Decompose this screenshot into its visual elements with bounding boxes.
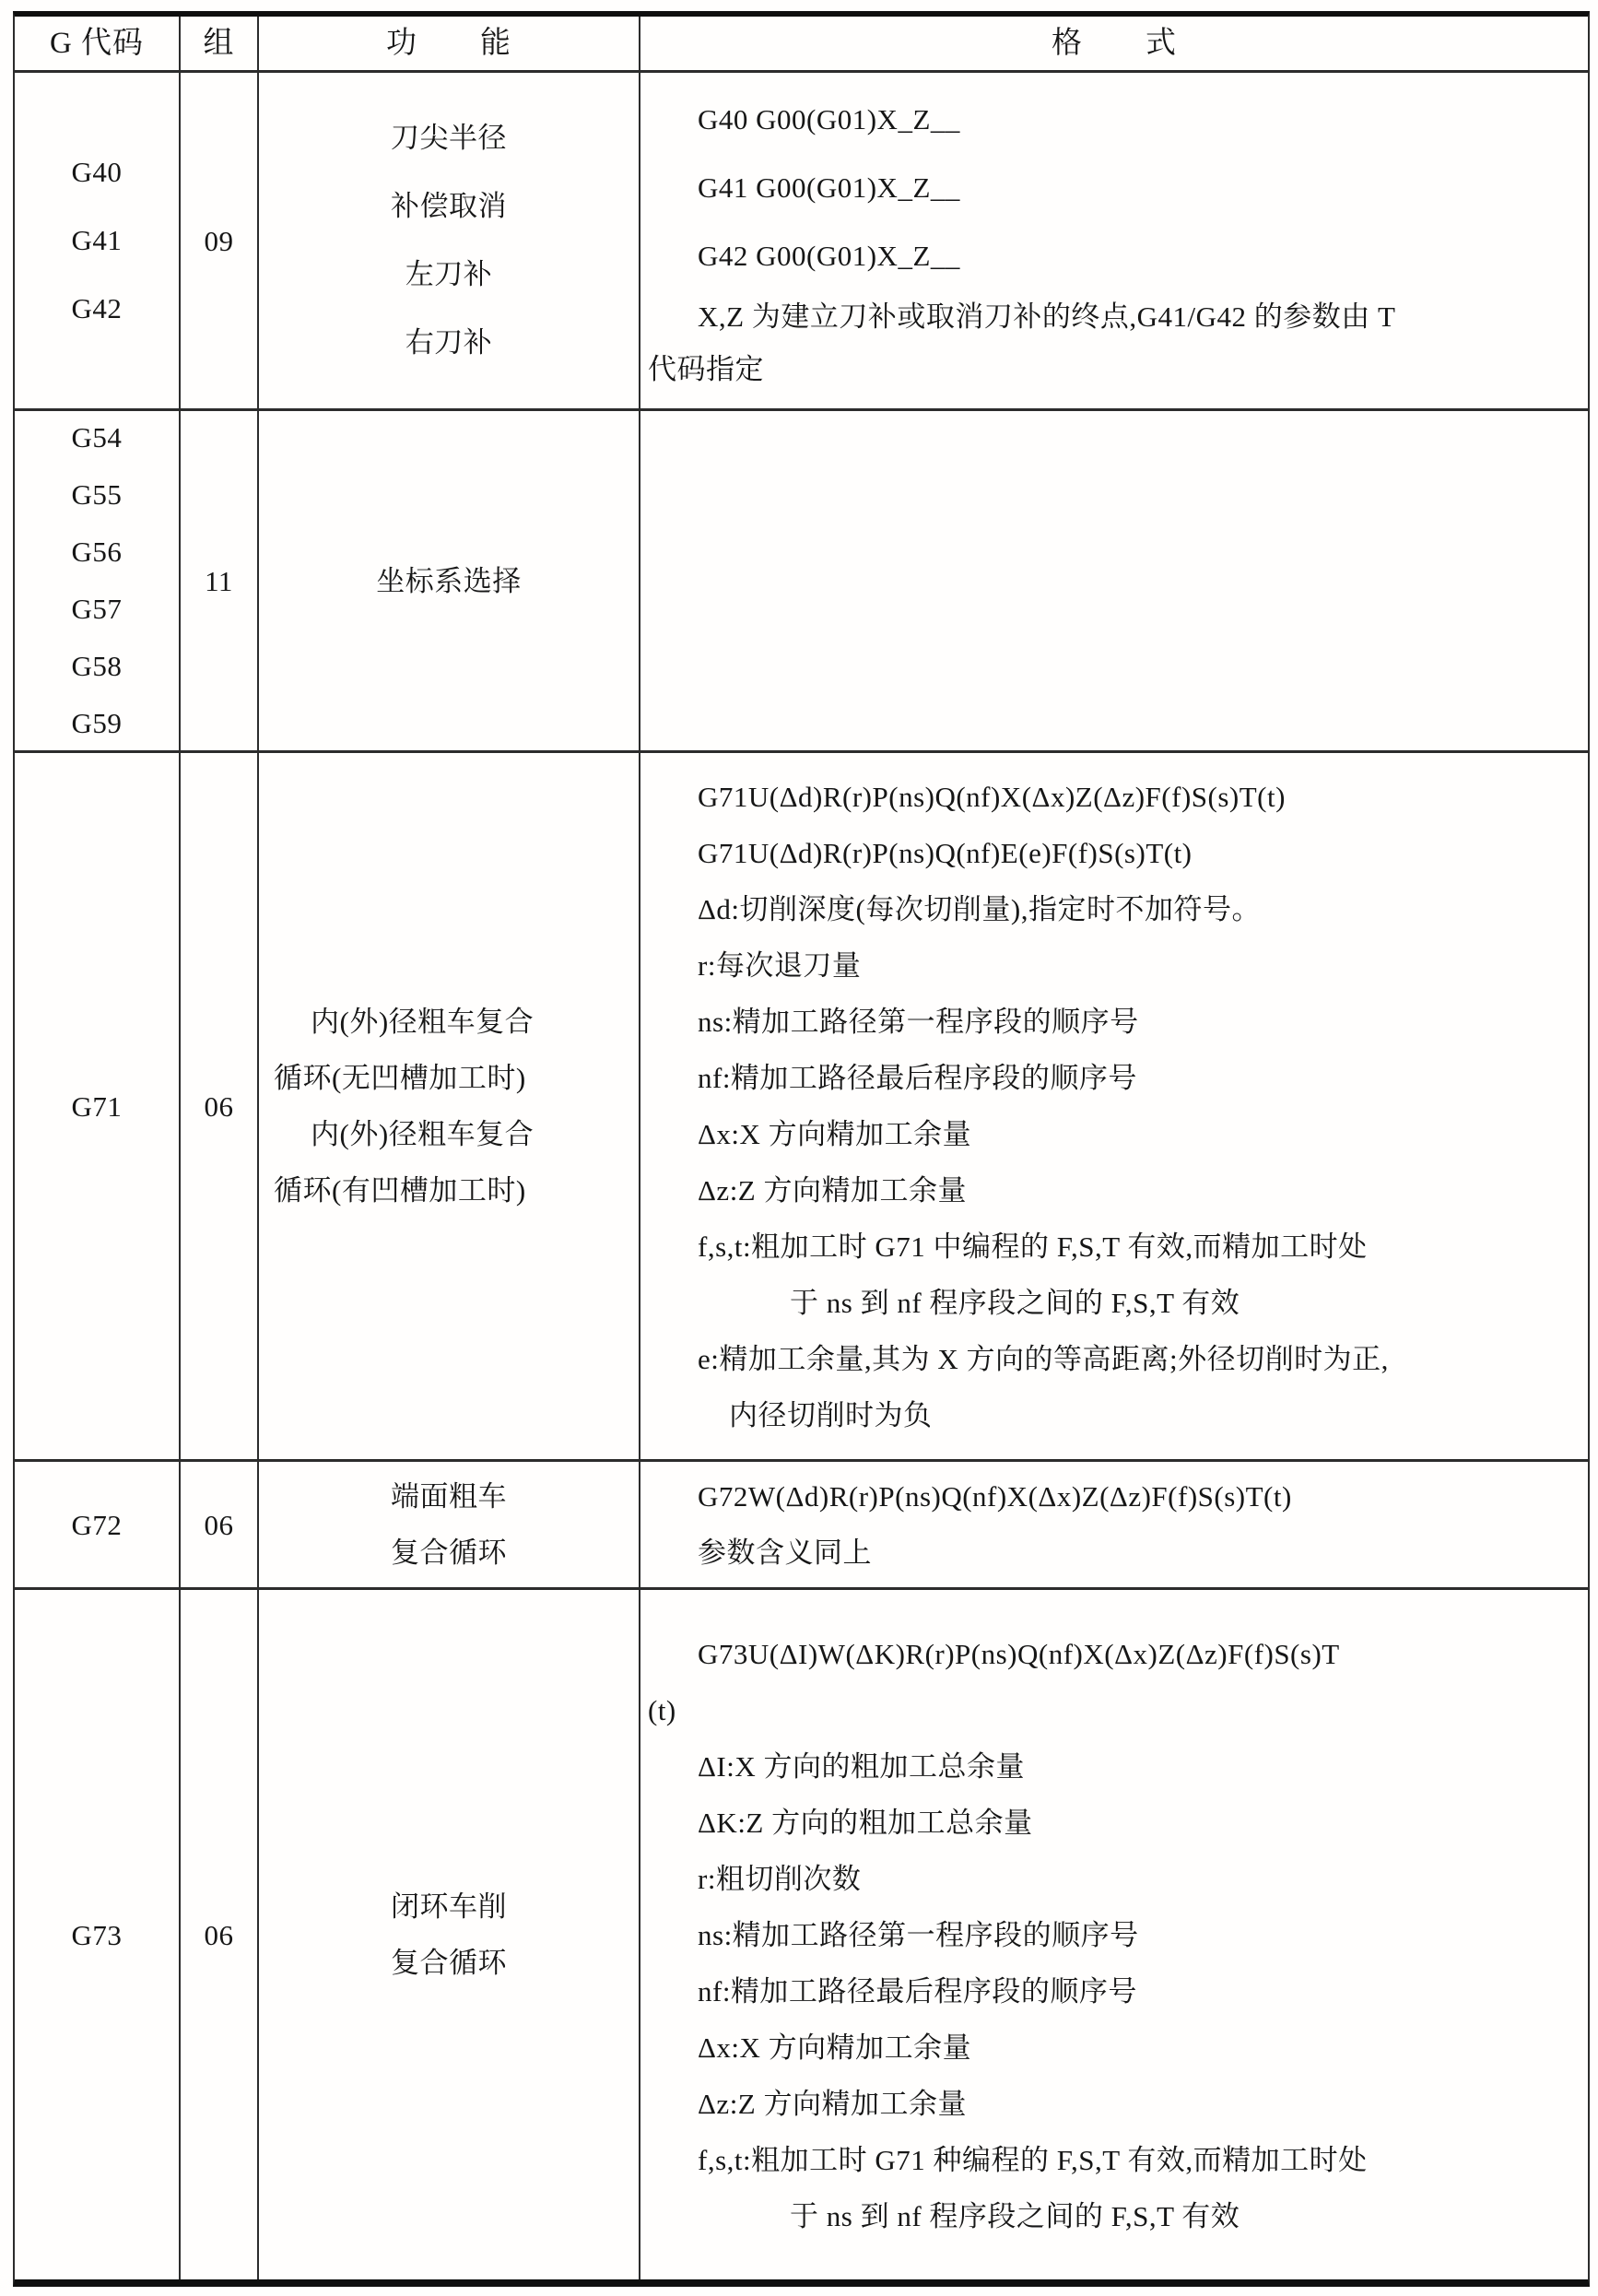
function-cell <box>259 411 640 750</box>
format-line: r:每次退刀量 <box>698 949 862 982</box>
gcode-table <box>13 11 1590 2287</box>
code-line: G59 <box>71 707 123 739</box>
header-format <box>640 17 1588 70</box>
function-line: 循环(有凹槽加工时) <box>274 1174 526 1207</box>
group-cell <box>181 411 259 750</box>
function-line: 补偿取消 <box>391 190 507 222</box>
table-row <box>15 411 1588 753</box>
format-cell <box>640 411 1588 750</box>
format-line: r:粗切削次数 <box>698 1862 862 1895</box>
format-line: Δz:Z 方向精加工余量 <box>698 2087 967 2120</box>
group-cell <box>181 1590 259 2279</box>
format-line: 代码指定 <box>648 353 764 385</box>
code-line: G71 <box>71 1089 123 1123</box>
format-line: e:精加工余量,其为 X 方向的等高距离;外径切削时为正, <box>698 1343 1389 1375</box>
header-function-label: 功 能 <box>386 27 511 60</box>
function-cell <box>259 1462 640 1587</box>
format-line: nf:精加工路径最后程序段的顺序号 <box>698 1062 1137 1094</box>
header-function <box>259 17 640 70</box>
code-line: G57 <box>71 593 123 625</box>
format-line: ΔI:X 方向的粗加工总余量 <box>698 1749 1026 1783</box>
function-line: 左刀补 <box>405 258 493 290</box>
code-line: G54 <box>71 421 123 453</box>
format-line: Δx:X 方向精加工余量 <box>698 1118 972 1150</box>
format-line: G72W(Δd)R(r)P(ns)Q(nf)X(Δx)Z(Δz)F(f)S(s)T(t) <box>698 1480 1292 1513</box>
code-line: G73 <box>71 1918 123 1951</box>
table-row <box>15 1590 1588 2279</box>
table-header-row <box>15 17 1588 73</box>
function-line: 右刀补 <box>405 326 493 359</box>
format-line: Δz:Z 方向精加工余量 <box>698 1174 967 1207</box>
code-line: G55 <box>71 478 123 511</box>
format-line: nf:精加工路径最后程序段的顺序号 <box>698 1974 1137 2008</box>
code-line: G41 <box>71 224 123 256</box>
group-value: 06 <box>204 1918 234 1951</box>
function-line: 内(外)径粗车复合 <box>311 1118 535 1150</box>
format-line: ns:精加工路径第一程序段的顺序号 <box>698 1006 1139 1038</box>
format-line: 于 ns 到 nf 程序段之间的 F,S,T 有效 <box>790 1287 1240 1319</box>
gcode-cell <box>15 73 181 408</box>
function-line: 坐标系选择 <box>376 564 522 597</box>
group-value: 11 <box>205 564 233 597</box>
format-cell <box>640 1462 1588 1587</box>
format-line: (t) <box>648 1693 676 1726</box>
function-line: 复合循环 <box>391 1947 507 1979</box>
function-cell <box>259 753 640 1459</box>
code-line: G42 <box>71 292 123 324</box>
header-group-label: 组 <box>203 27 235 60</box>
function-cell <box>259 1590 640 2279</box>
function-line: 内(外)径粗车复合 <box>311 1006 535 1038</box>
format-line: 参数含义同上 <box>698 1537 872 1569</box>
table-row <box>15 73 1588 411</box>
table-row <box>15 1462 1588 1590</box>
format-line: G71U(Δd)R(r)P(ns)Q(nf)X(Δx)Z(Δz)F(f)S(s)T(t) <box>698 781 1286 813</box>
group-value: 09 <box>204 224 234 257</box>
format-cell <box>640 1590 1588 2279</box>
code-line: G58 <box>71 650 123 682</box>
format-line: 于 ns 到 nf 程序段之间的 F,S,T 有效 <box>790 2199 1240 2232</box>
table-row <box>15 753 1588 1462</box>
header-gcode-label: G 代码 <box>49 27 145 60</box>
format-cell <box>640 753 1588 1459</box>
function-line: 端面粗车 <box>391 1480 507 1513</box>
format-line: G71U(Δd)R(r)P(ns)Q(nf)E(e)F(f)S(s)T(t) <box>698 837 1193 869</box>
header-format-label: 格 式 <box>1052 27 1177 60</box>
group-cell <box>181 753 259 1459</box>
format-line: G42 G00(G01)X_Z__ <box>698 240 960 272</box>
gcode-cell <box>15 1462 181 1587</box>
gcode-cell <box>15 411 181 750</box>
gcode-cell <box>15 753 181 1459</box>
group-value: 06 <box>204 1508 234 1541</box>
header-group <box>181 17 259 70</box>
function-cell <box>259 73 640 408</box>
function-line: 复合循环 <box>391 1537 507 1569</box>
format-line: ΔK:Z 方向的粗加工总余量 <box>698 1806 1033 1839</box>
format-line: f,s,t:粗加工时 G71 种编程的 F,S,T 有效,而精加工时处 <box>698 2143 1368 2176</box>
group-cell <box>181 73 259 408</box>
code-line: G56 <box>71 536 123 568</box>
format-line: G73U(ΔI)W(ΔK)R(r)P(ns)Q(nf)X(Δx)Z(Δz)F(f)S(s)T <box>698 1637 1340 1670</box>
format-line: G41 G00(G01)X_Z__ <box>698 171 960 204</box>
format-line: Δx:X 方向精加工余量 <box>698 2031 972 2064</box>
group-value: 06 <box>204 1089 234 1123</box>
gcode-cell <box>15 1590 181 2279</box>
function-line: 循环(无凹槽加工时) <box>274 1062 526 1094</box>
format-line: Δd:切削深度(每次切削量),指定时不加符号。 <box>698 893 1261 925</box>
format-line: X,Z 为建立刀补或取消刀补的终点,G41/G42 的参数由 T <box>698 300 1396 333</box>
code-line: G40 <box>71 156 123 188</box>
format-line: f,s,t:粗加工时 G71 中编程的 F,S,T 有效,而精加工时处 <box>698 1230 1368 1263</box>
code-line: G72 <box>71 1508 123 1541</box>
header-gcode <box>15 17 181 70</box>
format-line: ns:精加工路径第一程序段的顺序号 <box>698 1918 1139 1951</box>
format-line: 内径切削时为负 <box>729 1399 933 1431</box>
function-line: 刀尖半径 <box>391 122 507 154</box>
format-cell <box>640 73 1588 408</box>
function-line: 闭环车削 <box>391 1890 507 1923</box>
group-cell <box>181 1462 259 1587</box>
format-line: G40 G00(G01)X_Z__ <box>698 103 960 135</box>
